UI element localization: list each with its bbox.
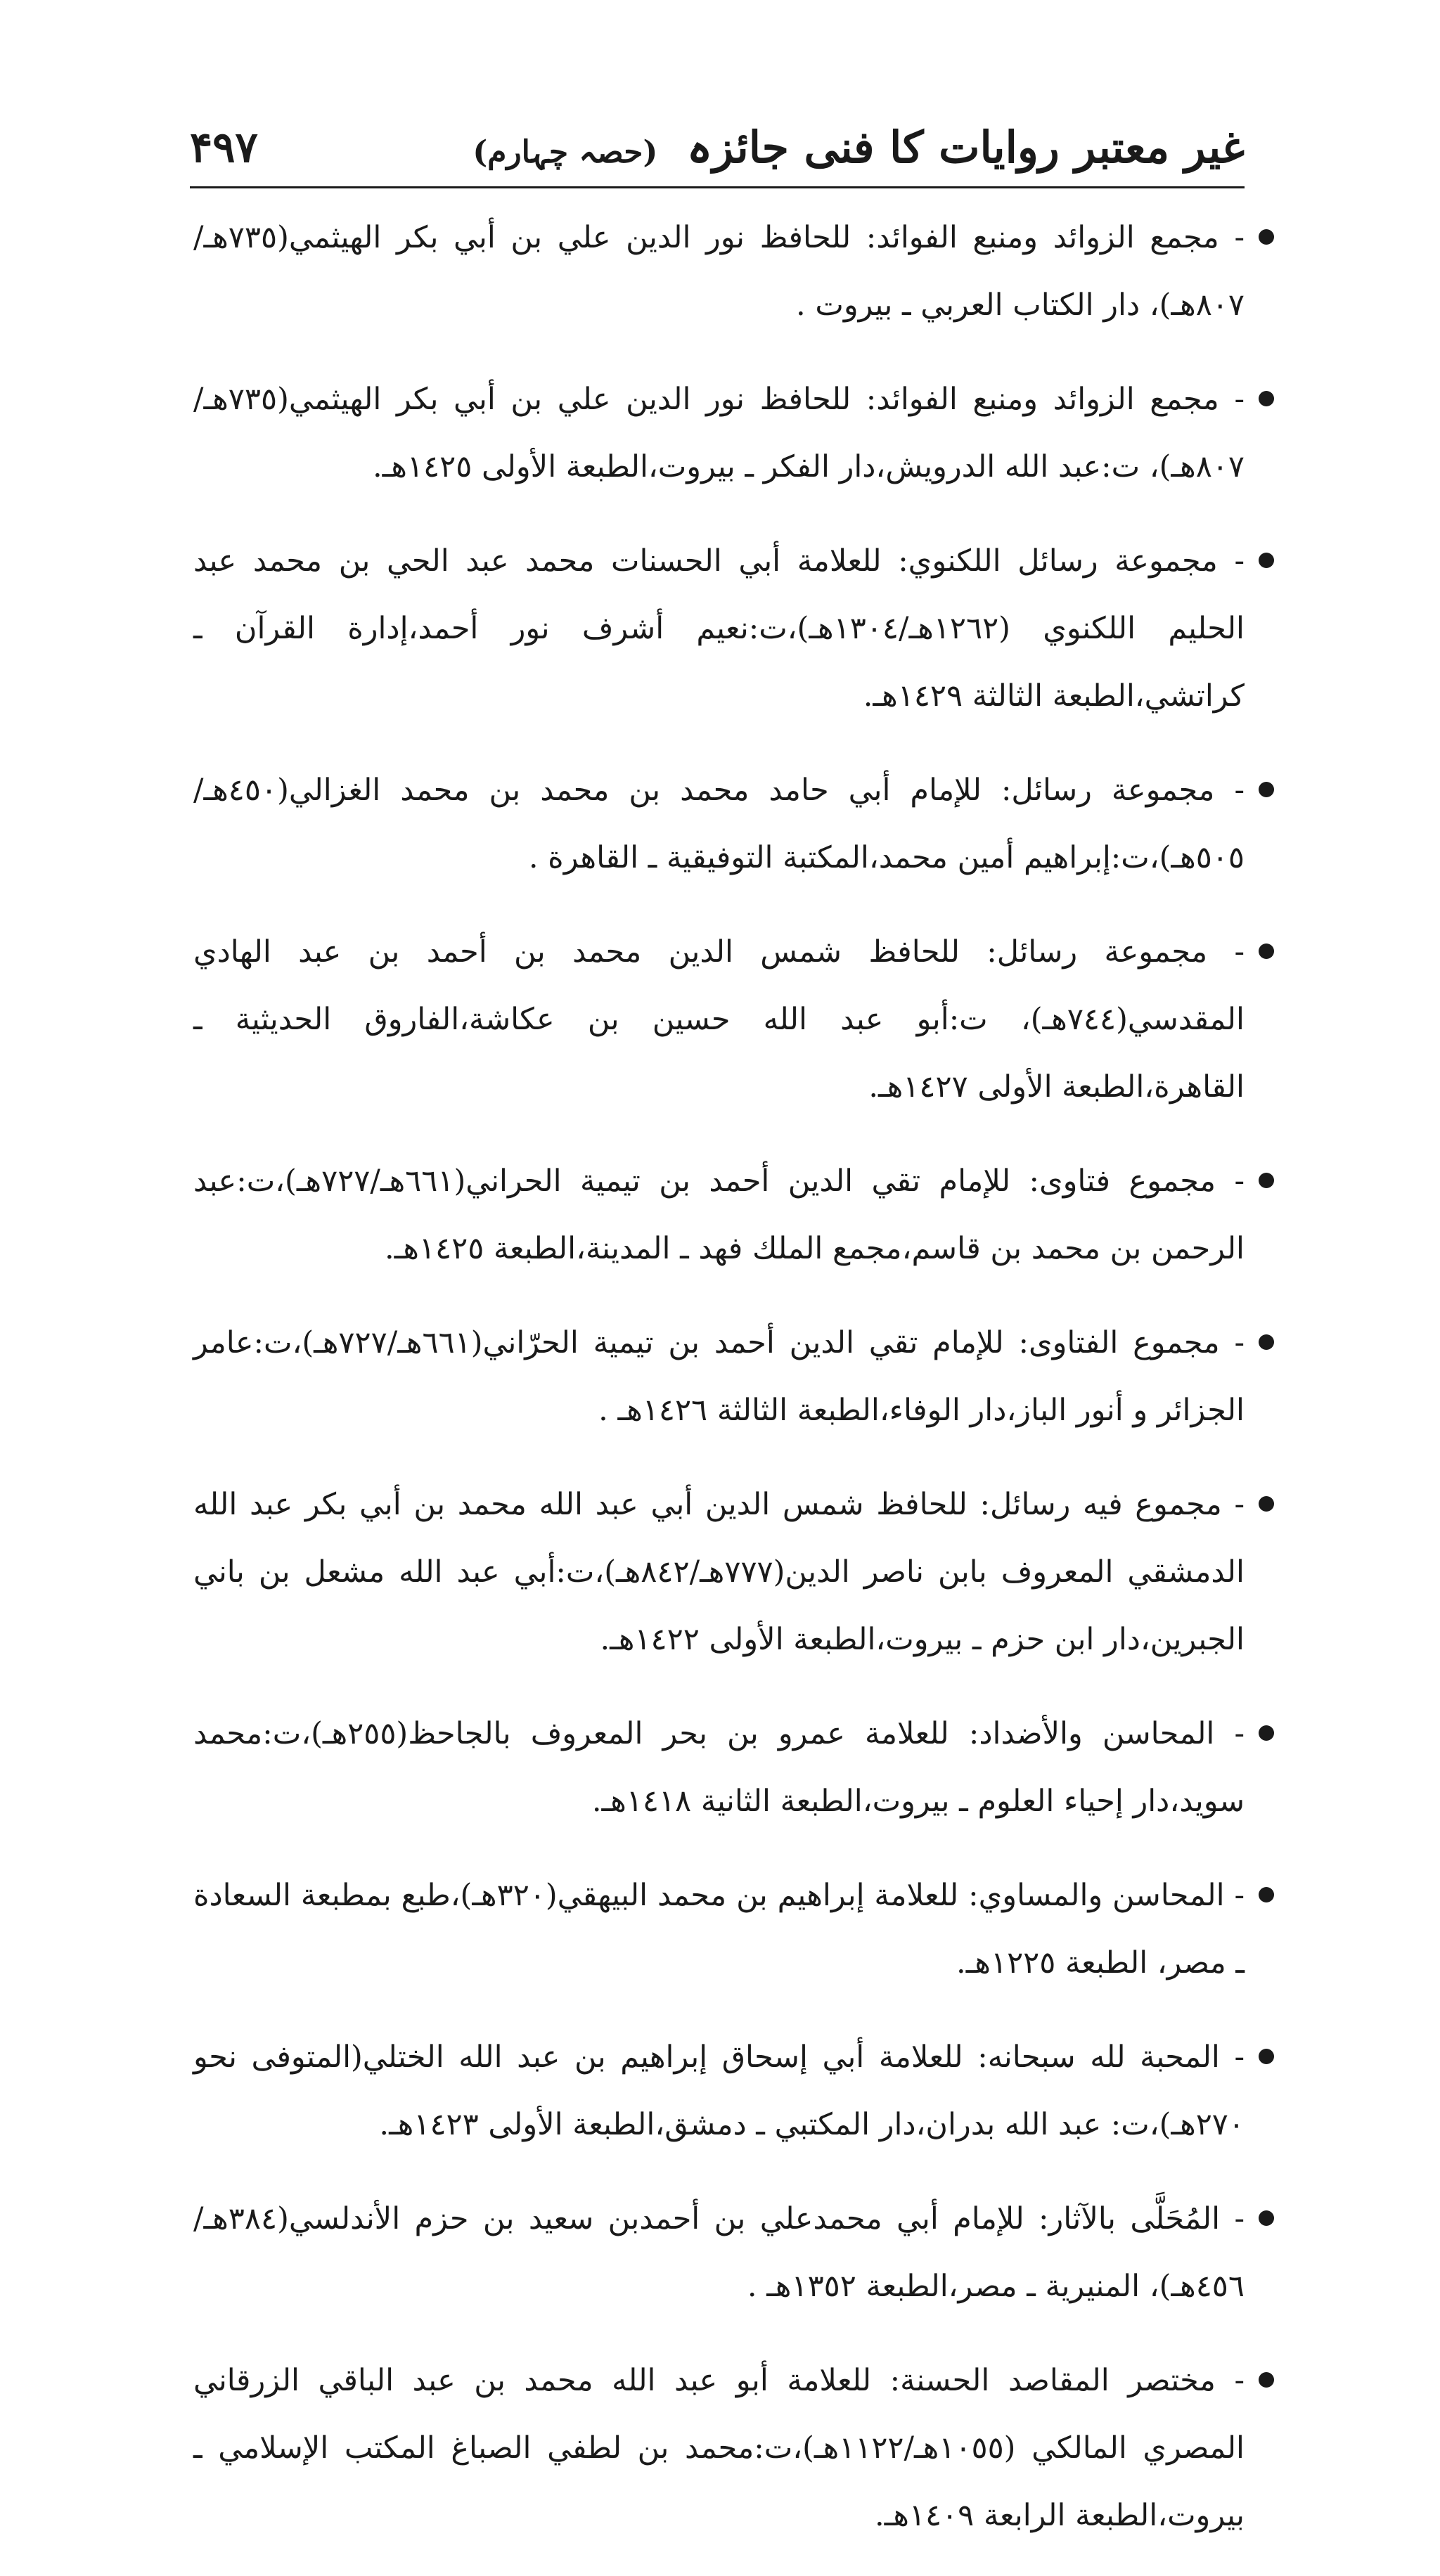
entry-text: - مجمع الزوائد ومنبع الفوائد: للحافظ نور الدين علي بن أبي بكر الهيثمي(٧٣٥هـ/٨٠٧هـ)، دار الكتاب العربي ـ بيروت . <box>193 220 1245 323</box>
bibliography-entry <box>193 1862 1245 1997</box>
entry-text: - مجموعة رسائل: للحافظ شمس الدين محمد بن أحمد بن عبد الهادي المقدسي(٧٤٤هـ)، ت:أبو عبد الله حسين بن عكاشة،الفاروق الحديثية ـ القاهرة،الطبعة الأولى ١٤٢٧هـ. <box>193 934 1245 1105</box>
bibliography-entry <box>193 1147 1245 1282</box>
entry-text: - مجموع الفتاوى: للإمام تقي الدين أحمد بن تيمية الحرّاني(٦٦١هـ/٧٢٧هـ)،ت:عامر الجزائر و أنور الباز،دار الوفاء،الطبعة الثالثة ١٤٢٦هـ . <box>193 1325 1245 1428</box>
bibliography-entry <box>193 918 1245 1121</box>
book-title-text: غیر معتبر روایات کا فنی جائزہ <box>686 122 1245 173</box>
bibliography-entry <box>193 2185 1245 2320</box>
entry-text: - مختصر المقاصد الحسنة: للعلامة أبو عبد الله محمد بن عبد الباقي الزرقاني المصري المالكي (١٠٥٥هـ/١١٢٢هـ)،ت:محمد بن لطفي الصباغ المكتب الإسلامي ـ بيروت،الطبعة الرابعة ١٤٠٩هـ. <box>193 2363 1245 2533</box>
bibliography-entry <box>193 756 1245 891</box>
entry-text: - المحبة لله سبحانه: للعلامة أبي إسحاق إبراهيم بن عبد الله الختلي(المتوفى نحو ٢٧٠هـ)،ت: عبد الله بدران،دار المكتبي ـ دمشق،الطبعة الأولى ١٤٢٣هـ. <box>193 2040 1245 2142</box>
bullet-icon <box>1259 229 1274 245</box>
bullet-icon <box>1259 1725 1274 1741</box>
entry-text: - مجموعة رسائل: للإمام أبي حامد محمد بن محمد بن محمد الغزالي(٤٥٠هـ/٥٠٥هـ)،ت:إبراهيم أمين محمد،المكتبة التوفيقية ـ القاهرة . <box>193 773 1245 875</box>
bibliography-entry <box>193 204 1245 339</box>
bullet-icon <box>1259 2210 1274 2226</box>
bullet-icon <box>1259 391 1274 406</box>
bullet-icon <box>1259 1173 1274 1188</box>
bibliography-entry <box>193 2023 1245 2158</box>
entry-text: - المحاسن والأضداد: للعلامة عمرو بن بحر المعروف بالجاحظ(٢٥٥هـ)،ت:محمد سويد،دار إحياء العلوم ـ بيروت،الطبعة الثانية ١٤١٨هـ. <box>193 1716 1245 1819</box>
entry-text: - المحاسن والمساوي: للعلامة إبراهيم بن محمد البيهقي(٣٢٠هـ)،طبع بمطبعة السعادة ـ مصر، الطبعة ١٢٢٥هـ. <box>193 1878 1245 1981</box>
page-number: ۴۹۷ <box>190 123 258 172</box>
entry-text: - مجموعة رسائل اللكنوي: للعلامة أبي الحسنات محمد عبد الحي بن محمد عبد الحليم اللكنوي (١٢٦٢هـ/١٣٠٤هـ)،ت:نعيم أشرف نور أحمد،إدارة القرآن ـ كراتشي،الطبعة الثالثة ١٤٢٩هـ. <box>193 543 1245 714</box>
bibliography-entry <box>193 1700 1245 1835</box>
bibliography-entry <box>193 1471 1245 1673</box>
bullet-icon <box>1259 553 1274 568</box>
bibliography-list <box>193 204 1245 2576</box>
bullet-icon <box>1259 1334 1274 1350</box>
running-header <box>190 112 1245 190</box>
bibliography-entry <box>193 1309 1245 1444</box>
entry-text: - مجموع فتاوى: للإمام تقي الدين أحمد بن تيمية الحراني(٦٦١هـ/٧٢٧هـ)،ت:عبد الرحمن بن محمد بن قاسم،مجمع الملك فهد ـ المدينة،الطبعة ١٤٢٥هـ. <box>193 1164 1245 1266</box>
header-divider <box>190 186 1245 188</box>
entry-text: - مجموع فيه رسائل: للحافظ شمس الدين أبي عبد الله محمد بن أبي بكر عبد الله الدمشقي المعروف بابن ناصر الدين(٧٧٧هـ/٨٤٢هـ)،ت:أبي عبد الله مشعل بن باني الجبرين،دار ابن حزم ـ بيروت،الطبعة الأولى ١٤٢٢هـ. <box>193 1487 1245 1657</box>
bibliography-entry <box>193 527 1245 730</box>
bibliography-entry <box>193 366 1245 501</box>
book-title <box>472 112 1245 188</box>
bullet-icon <box>1259 782 1274 797</box>
bullet-icon <box>1259 1496 1274 1512</box>
bullet-icon <box>1259 944 1274 959</box>
entry-text: - المُحَلَّى بالآثار: للإمام أبي محمدعلي بن أحمدبن سعيد بن حزم الأندلسي(٣٨٤هـ/٤٥٦هـ)، المنيرية ـ مصر،الطبعة ١٣٥٢هـ . <box>193 2201 1245 2304</box>
entry-text: - مجمع الزوائد ومنبع الفوائد: للحافظ نور الدين علي بن أبي بكر الهيثمي(٧٣٥هـ/٨٠٧هـ)، ت:عبد الله الدرويش،دار الفكر ـ بيروت،الطبعة الأولى ١٤٢٥هـ. <box>193 382 1245 484</box>
bullet-icon <box>1259 1887 1274 1902</box>
bibliography-entry <box>193 2347 1245 2549</box>
book-section: (حصہ چہارم) <box>472 134 658 170</box>
bullet-icon <box>1259 2049 1274 2064</box>
bullet-icon <box>1259 2372 1274 2388</box>
